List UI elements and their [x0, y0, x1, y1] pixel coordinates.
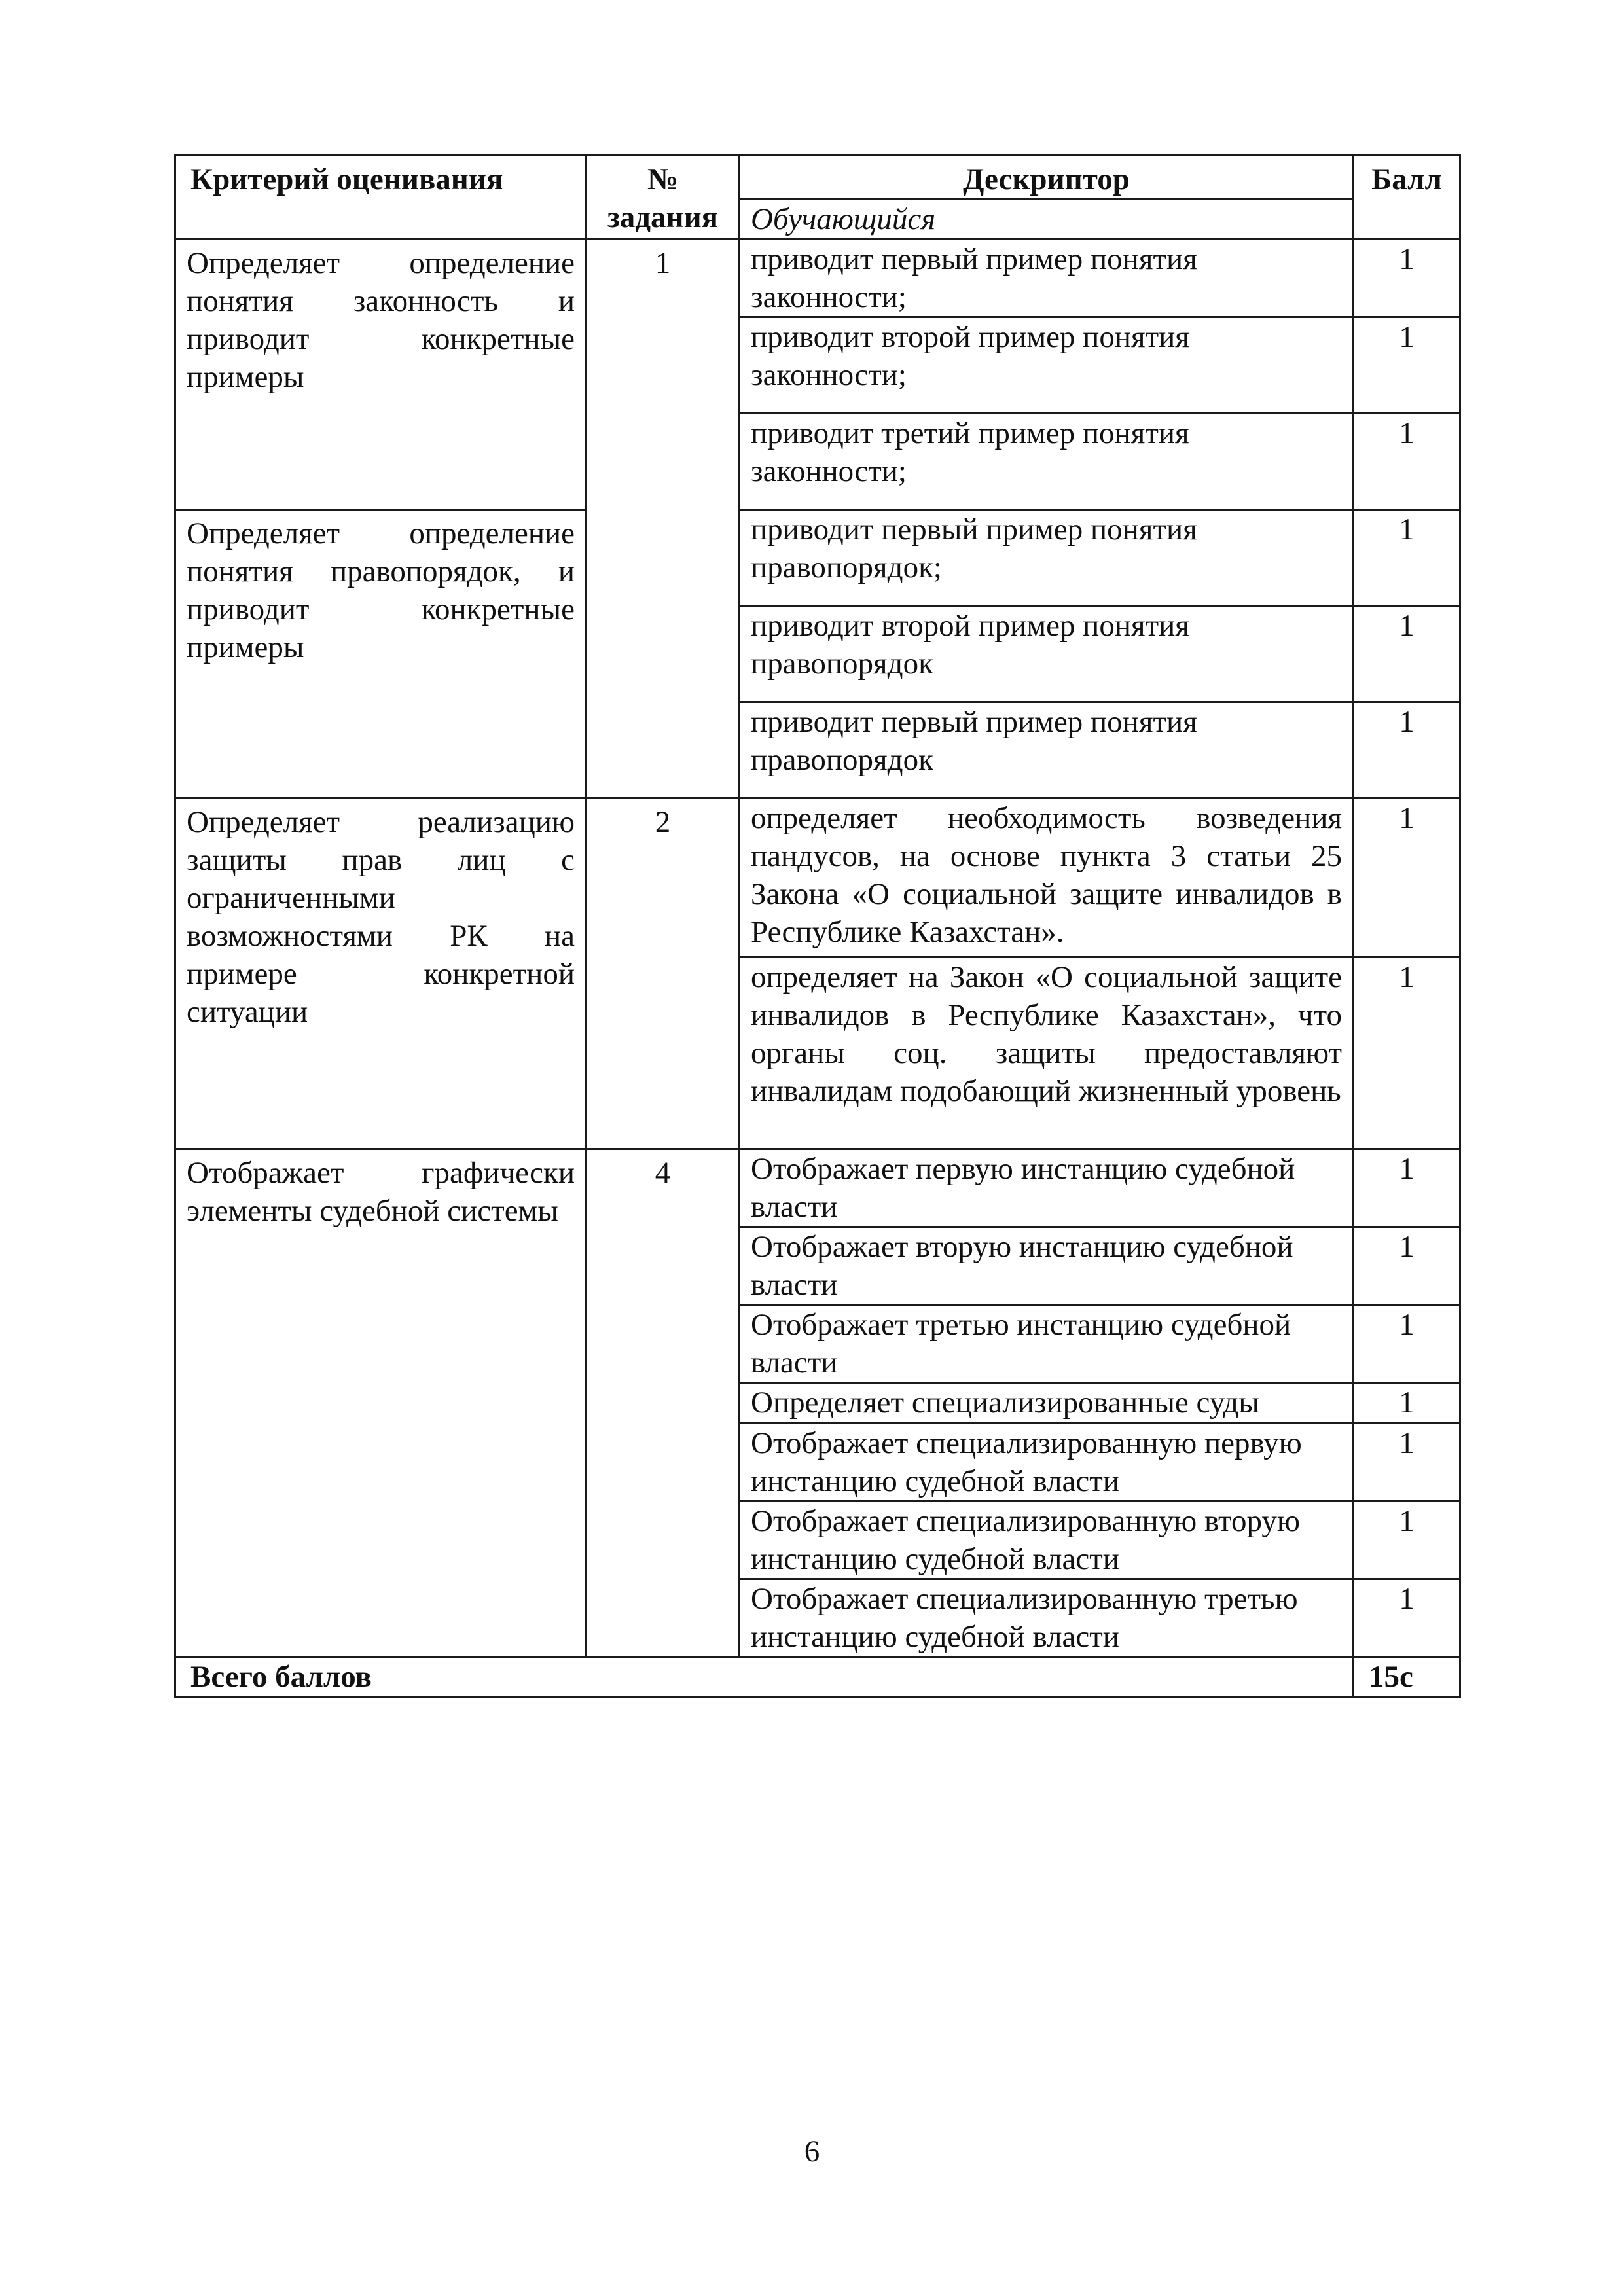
score-cell: 1 — [1354, 414, 1460, 510]
score-cell: 1 — [1354, 317, 1460, 414]
criterion-text: Определяет реализацию защиты прав лиц с ограниченными возможностями РК на примере конкретной ситуации — [187, 805, 575, 1029]
descriptor-cell: Отображает первую инстанцию судебной власти — [740, 1149, 1354, 1227]
header-task-number-line1: № — [647, 162, 679, 196]
descriptor-cell: Отображает вторую инстанцию судебной власти — [740, 1227, 1354, 1305]
descriptor-cell: Определяет специализированные суды — [740, 1383, 1354, 1424]
descriptor-cell: Отображает специализированную первую инстанцию судебной власти — [740, 1424, 1354, 1501]
task-number-cell: 2 — [586, 798, 740, 1149]
descriptor-cell: Отображает специализированную третью инстанцию судебной власти — [740, 1579, 1354, 1657]
criterion-text: Определяет определение понятия законность и приводит конкретные примеры — [187, 246, 575, 394]
score-cell: 1 — [1354, 240, 1460, 317]
page-number: 6 — [804, 2134, 820, 2168]
descriptor-cell: приводит третий пример понятия законности; — [740, 414, 1354, 510]
score-cell: 1 — [1354, 510, 1460, 606]
header-score: Балл — [1354, 156, 1460, 240]
score-cell: 1 — [1354, 1383, 1460, 1424]
total-row — [175, 1657, 1460, 1697]
descriptor-cell: определяет необходимость возведения пандусов, на основе пункта 3 статьи 25 Закона «О социальной защите инвалидов в Республике Казахстан». — [740, 798, 1354, 958]
descriptor-cell: приводит первый пример понятия правопорядок — [740, 702, 1354, 798]
score-cell: 1 — [1354, 606, 1460, 702]
score-cell: 1 — [1354, 1424, 1460, 1501]
score-cell: 1 — [1354, 1227, 1460, 1305]
descriptor-cell: определяет на Закон «О социальной защите инвалидов в Республике Казахстан», что органы соц. защиты предоставляют инвалидам подобающий жизненный уровень — [740, 958, 1354, 1149]
score-cell: 1 — [1354, 1501, 1460, 1579]
descriptor-cell: Отображает третью инстанцию судебной власти — [740, 1305, 1354, 1383]
score-cell: 1 — [1354, 1305, 1460, 1383]
table-row — [175, 1149, 1460, 1227]
table-row — [175, 240, 1460, 317]
score-cell: 1 — [1354, 798, 1460, 958]
header-task-number-line2: задания — [607, 200, 719, 234]
criterion-cell — [175, 510, 586, 798]
criterion-cell — [175, 1149, 586, 1657]
score-cell: 1 — [1354, 958, 1460, 1149]
header-criterion: Критерий оценивания — [175, 156, 586, 240]
score-cell: 1 — [1354, 1579, 1460, 1657]
descriptor-cell: Отображает специализированную вторую инстанцию судебной власти — [740, 1501, 1354, 1579]
criterion-text: Определяет определение понятия правопорядок, и приводит конкретные примеры — [187, 516, 575, 664]
descriptor-cell: приводит первый пример понятия правопорядок; — [740, 510, 1354, 606]
total-label: Всего баллов — [175, 1657, 1354, 1697]
header-row — [175, 156, 1460, 200]
score-cell: 1 — [1354, 1149, 1460, 1227]
total-value: 15с — [1354, 1657, 1460, 1697]
header-descriptor-subtitle: Обучающийся — [740, 200, 1354, 240]
table-row — [175, 798, 1460, 958]
criterion-cell — [175, 240, 586, 510]
assessment-rubric-table — [174, 154, 1461, 1698]
task-number-cell: 1 — [586, 240, 740, 798]
descriptor-cell: приводит первый пример понятия законности; — [740, 240, 1354, 317]
criterion-cell — [175, 798, 586, 1149]
score-cell: 1 — [1354, 702, 1460, 798]
task-number-cell: 4 — [586, 1149, 740, 1657]
table-row — [175, 510, 1460, 606]
header-task-number — [586, 156, 740, 240]
criterion-text: Отображает графически элементы судебной системы — [187, 1156, 575, 1228]
descriptor-cell: приводит второй пример понятия правопорядок — [740, 606, 1354, 702]
descriptor-cell: приводит второй пример понятия законности; — [740, 317, 1354, 414]
header-descriptor: Дескриптор — [740, 156, 1354, 200]
